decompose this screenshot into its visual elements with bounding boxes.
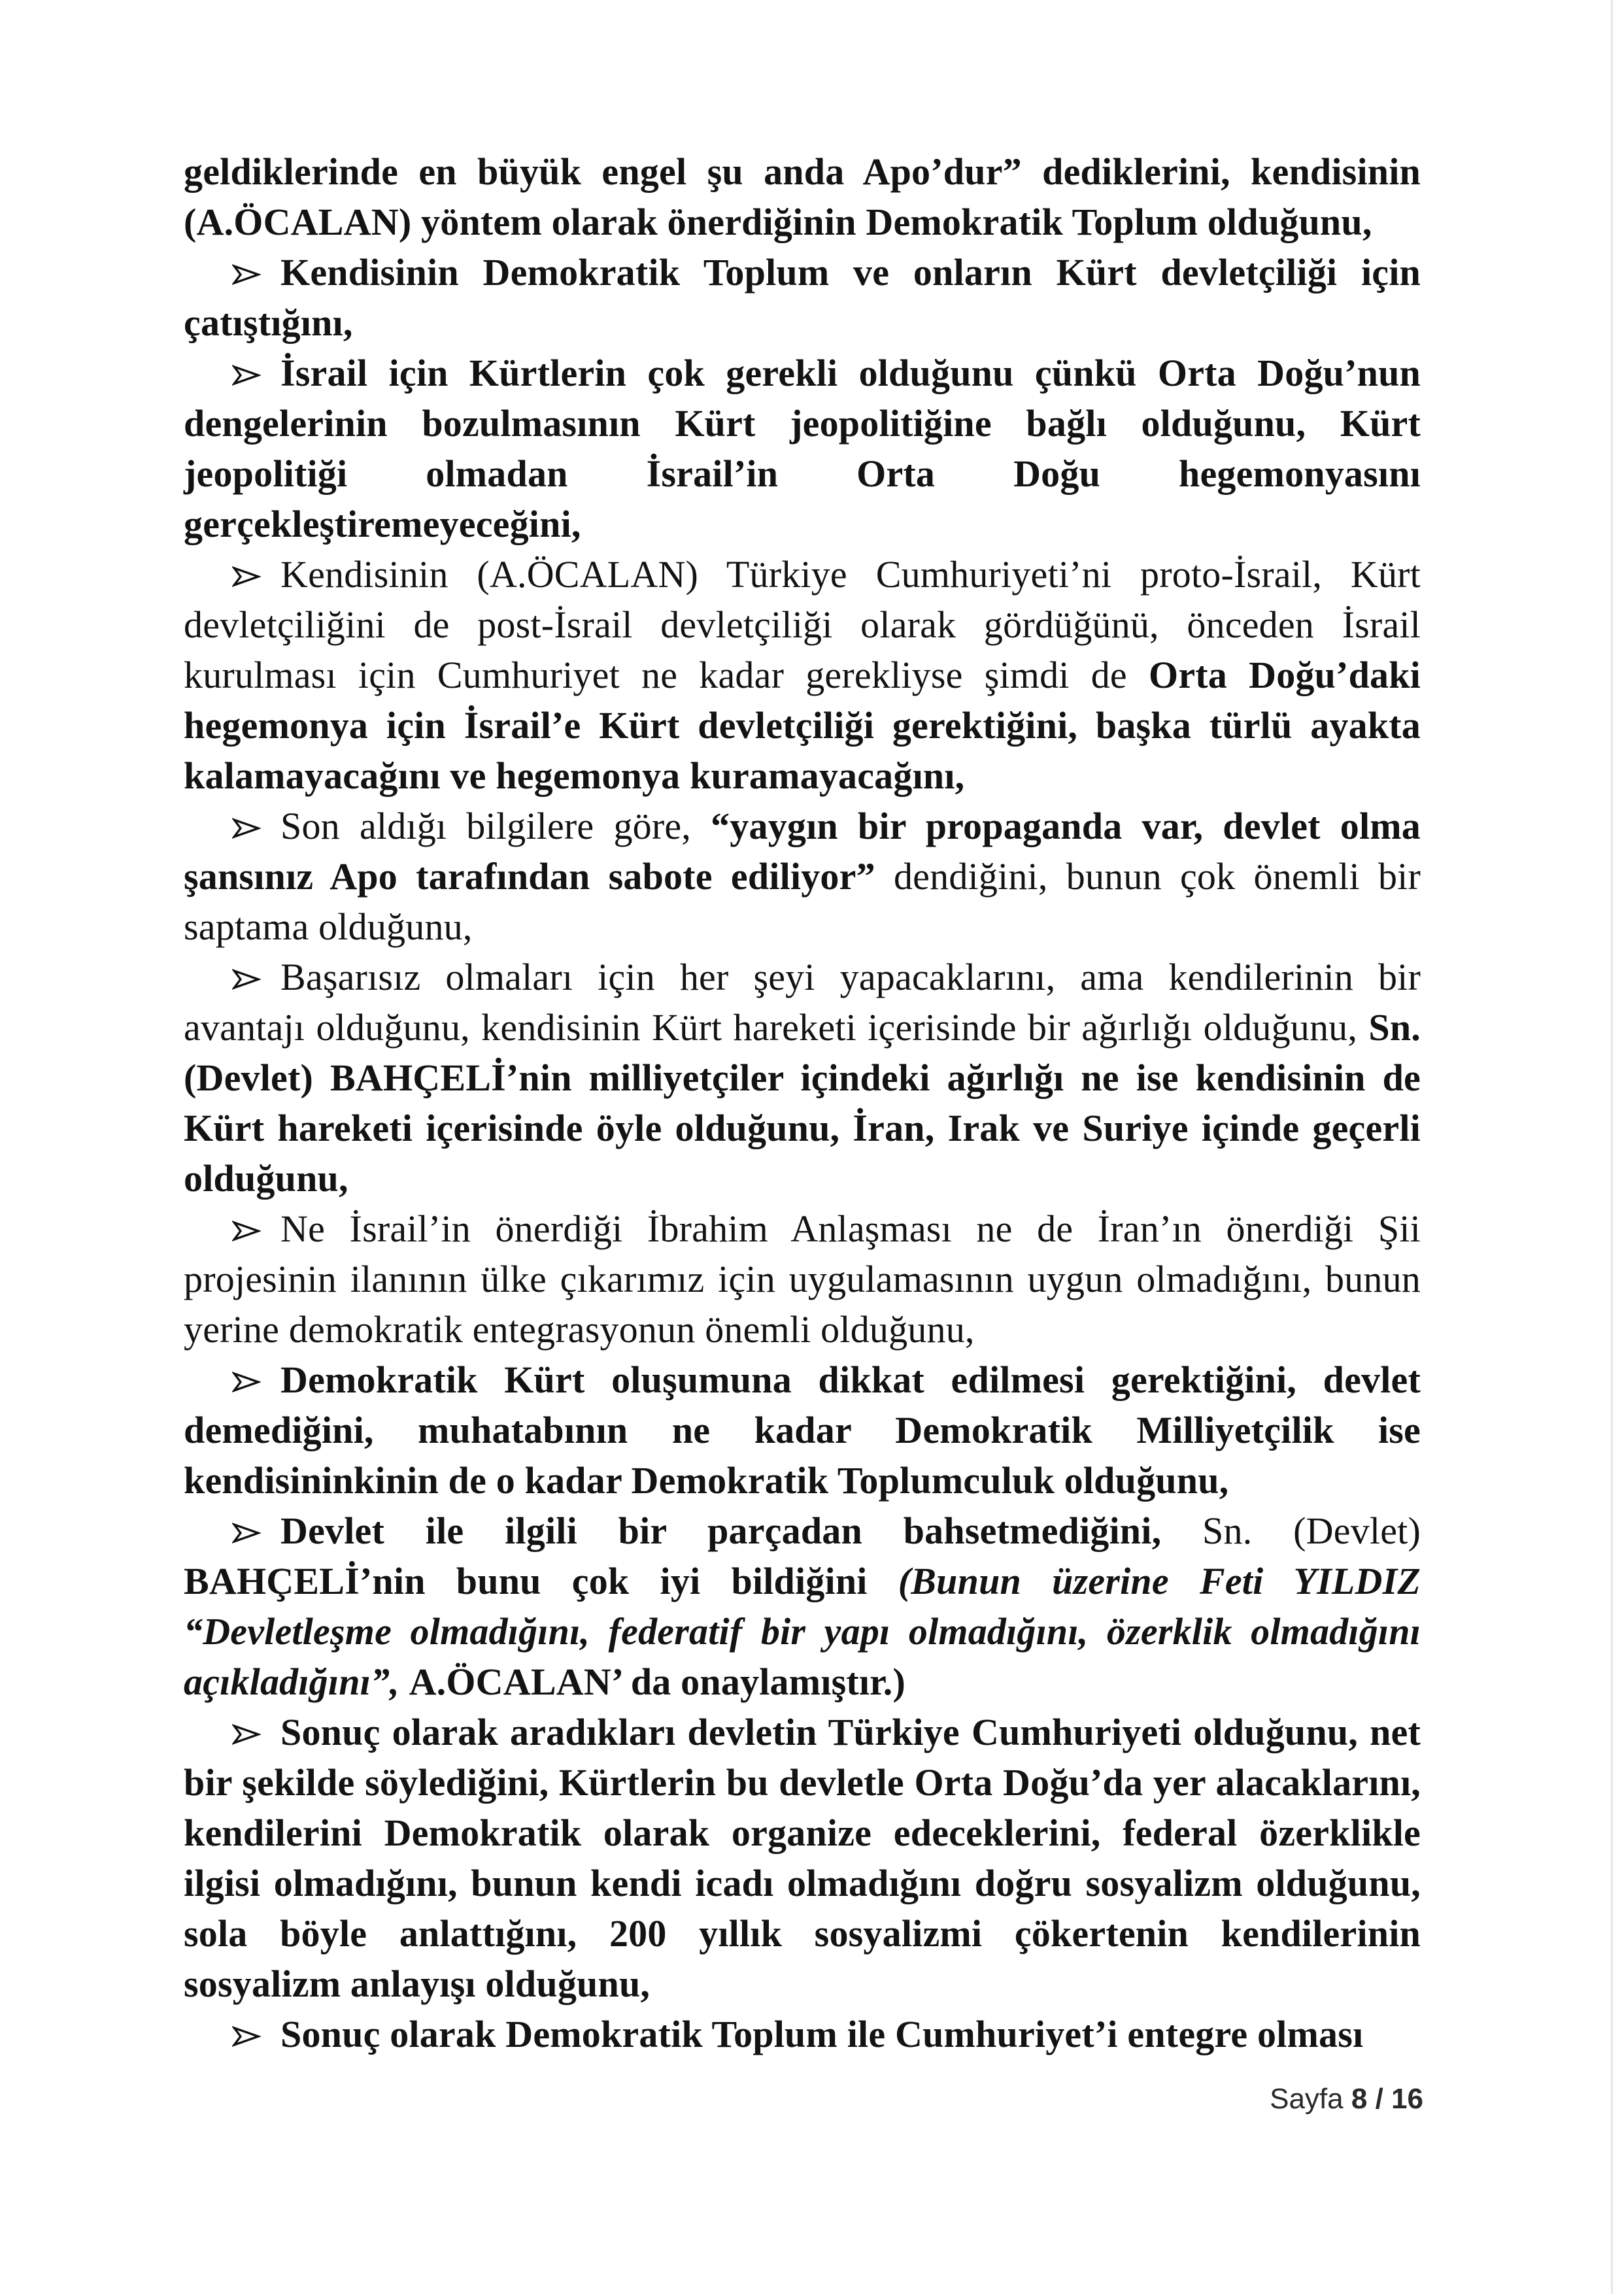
text-run: Sn. (Devlet) BAHÇELİ’nin milliyetçiler içindeki ağırlığı ne ise kendisinin de Kürt hareketi içerisinde öyle olduğunu, İran, Irak ve Suriye içinde geçerli olduğunu, bbox=[184, 1006, 1421, 1200]
footer-page-separator: / bbox=[1375, 2083, 1383, 2115]
text-run: geldiklerinde en büyük engel şu anda Apo’dur” dediklerini, kendisinin (A.ÖCALAN) yöntem olarak önerdiğinin Demokratik Toplum olduğunu, bbox=[184, 150, 1421, 243]
bullet-paragraph bbox=[184, 247, 1421, 348]
bullet-paragraph bbox=[184, 348, 1421, 549]
text-run: Orta Doğu’daki hegemonya için İsrail’e Kürt devletçiliği gerektiğini, başka türlü ayakta kalamayacağını ve hegemonya kuramayacağını, bbox=[184, 654, 1421, 797]
bullet-arrow-icon bbox=[232, 816, 261, 841]
bullet-paragraph bbox=[184, 549, 1421, 801]
footer-page-label: Sayfa bbox=[1270, 2083, 1344, 2115]
text-run: Sonuç olarak Demokratik Toplum ile Cumhuriyet’i entegre olması bbox=[280, 2013, 1364, 2055]
paragraph bbox=[184, 146, 1421, 247]
bullet-arrow-icon bbox=[232, 1521, 261, 1545]
page-footer bbox=[1270, 2083, 1423, 2116]
text-run: Demokratik Kürt oluşumuna dikkat edilmesi gerektiğini, devlet demediğini, muhatabının ne kadar Demokratik Milliyetçilik ise kendisininkinin de o kadar Demokratik Toplumculuk olduğunu, bbox=[184, 1358, 1421, 1502]
text-run: A.ÖCALAN’ da onaylamıştır.) bbox=[409, 1661, 906, 1703]
text-run: Ne İsrail’in önerdiği İbrahim Anlaşması ne de İran’ın önerdiği Şii projesinin ilanının ülke çıkarımız için uygulamasının uygun olmadığını, bunun yerine demokratik entegrasyonun önemli olduğunu, bbox=[184, 1207, 1421, 1351]
bullet-arrow-icon bbox=[232, 1370, 261, 1394]
footer-page-number: 8 bbox=[1351, 2083, 1368, 2115]
bullet-arrow-icon bbox=[232, 564, 261, 589]
bullet-arrow-icon bbox=[232, 2024, 261, 2049]
scan-edge-artifact bbox=[1611, 0, 1613, 2294]
bullet-paragraph bbox=[184, 2009, 1421, 2059]
bullet-arrow-icon bbox=[232, 262, 261, 287]
text-run: Kendisinin (A.ÖCALAN) Türkiye Cumhuriyeti’ni proto-İsrail, Kürt devletçiliğini de post-İsrail devletçiliği olarak gördüğünü, önceden İsrail kurulması için Cumhuriyet ne kadar gerekliyse şimdi de bbox=[184, 553, 1421, 696]
bullet-arrow-icon bbox=[232, 1219, 261, 1243]
bullet-paragraph bbox=[184, 1707, 1421, 2009]
footer-page-total: 16 bbox=[1391, 2083, 1423, 2115]
bullet-paragraph bbox=[184, 1506, 1421, 1707]
text-run: Sn. (Devlet) bbox=[1202, 1510, 1421, 1552]
bullet-paragraph bbox=[184, 952, 1421, 1204]
bullet-paragraph bbox=[184, 801, 1421, 952]
text-run: Son aldığı bilgilere göre, bbox=[280, 805, 711, 847]
text-run: “yaygın bir propaganda var, devlet olma şansınız Apo tarafından sabote ediliyor” bbox=[184, 805, 1421, 898]
text-run: Sonuç olarak aradıkları devletin Türkiye Cumhuriyeti olduğunu, net bir şekilde söylediğini, Kürtlerin bu devletle Orta Doğu’da yer alacaklarını, kendilerini Demokratik olarak organize edeceklerini, federal özerklikle ilgisi olmadığını, bunun kendi icadı olmadığını doğru sosyalizm olduğunu, sola böyle anlattığını, 200 yıllık sosyalizmi çökertenin kendilerinin sosyalizm anlayışı olduğunu, bbox=[184, 1711, 1421, 2005]
text-run: BAHÇELİ’nin bunu çok iyi bildiğini bbox=[184, 1560, 898, 1602]
text-run: dendiğini, bunun çok önemli bir saptama olduğunu, bbox=[184, 855, 1421, 948]
bullet-paragraph bbox=[184, 1355, 1421, 1506]
bullet-arrow-icon bbox=[232, 1722, 261, 1747]
bullet-arrow-icon bbox=[232, 363, 261, 388]
text-run: Başarısız olmaları için her şeyi yapacaklarını, ama kendilerinin bir avantajı olduğunu, kendisinin Kürt hareketi içerisinde bir ağırlığı olduğunu, bbox=[184, 956, 1421, 1049]
bullet-arrow-icon bbox=[232, 967, 261, 992]
text-run: Kendisinin Demokratik Toplum ve onların Kürt devletçiliği için çatıştığını, bbox=[184, 251, 1421, 344]
bullet-paragraph bbox=[184, 1204, 1421, 1355]
text-run: Devlet ile ilgili bir parçadan bahsetmediğini, bbox=[280, 1510, 1203, 1552]
text-run: İsrail için Kürtlerin çok gerekli olduğunu çünkü Orta Doğu’nun dengelerinin bozulmasının Kürt jeopolitiğine bağlı olduğunu, Kürt jeopolitiği olmadan İsrail’in Orta Doğu hegemonyasını gerçekleştiremeyeceğini, bbox=[184, 352, 1421, 545]
text-run: (Bunun üzerine Feti YILDIZ “Devletleşme olmadığını, federatif bir yapı olmadığını, özerklik olmadığını açıkladığını”, bbox=[184, 1560, 1421, 1703]
document-body bbox=[184, 146, 1421, 2059]
